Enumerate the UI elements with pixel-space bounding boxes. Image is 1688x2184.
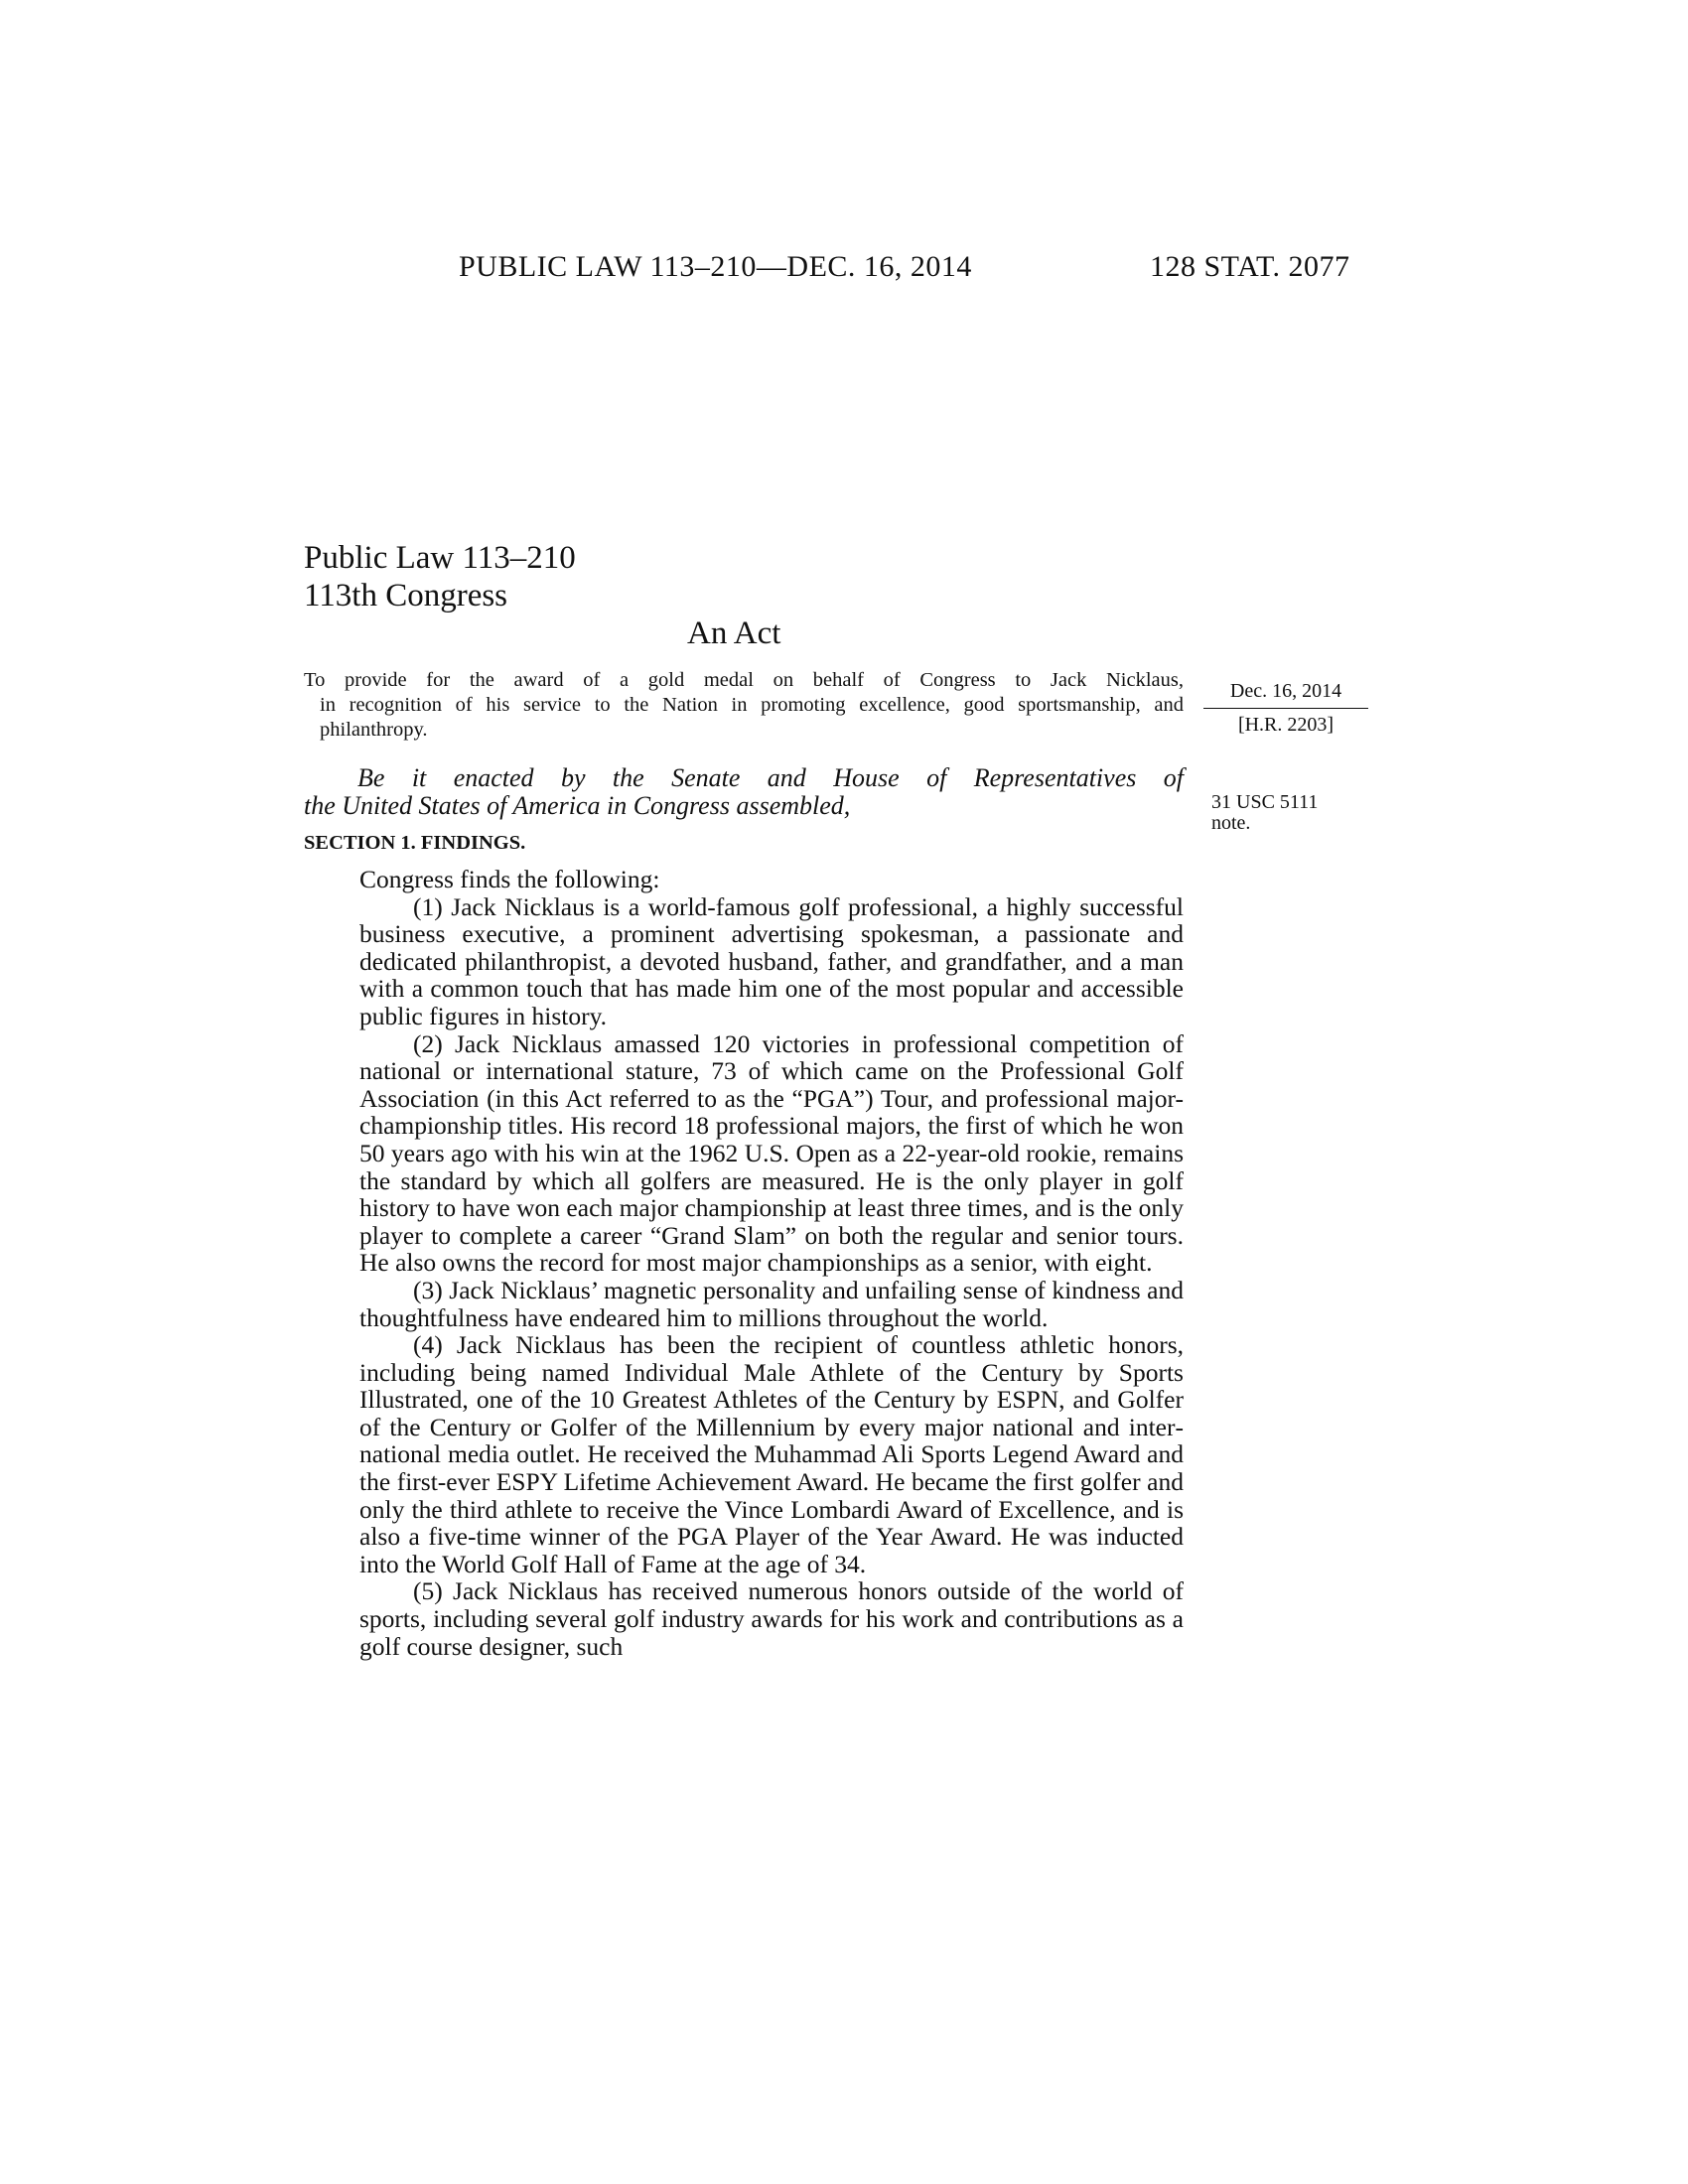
- public-law-number: Public Law 113–210: [304, 540, 576, 576]
- finding-2: (2) Jack Nicklaus amassed 120 victories in professional competition of national or international stature, 73 of which came on the Professional Golf Association (in this Act referred to as the “PGA”) Tour, and professional major-championship titles. His record 18 professional majors, the first of which he won 50 years ago with his win at the 1962 U.S. Open as a 22-year-old rookie, remains the standard by which all golfers are measured. He is the only player in golf history to have won each major championship at least three times, and is the only player to complete a career “Grand Slam” on both the regular and senior tours. He also owns the record for most major championships as a senior, with eight.: [359, 1028, 1184, 1278]
- section-heading: SECTION 1. FINDINGS.: [304, 832, 526, 854]
- usc-citation: 31 USC 5111: [1211, 791, 1319, 813]
- margin-note-bill-number: [H.R. 2203]: [1237, 714, 1335, 736]
- running-header-law: PUBLIC LAW 113–210—DEC. 16, 2014: [459, 250, 972, 283]
- findings-intro: Congress finds the following:: [359, 865, 660, 893]
- purpose-line-1: To provide for the award of a gold medal on behalf of Congress to Jack Nicklaus,: [304, 669, 1184, 691]
- act-title: An Act: [687, 615, 781, 651]
- enacting-clause-line-1: Be it enacted by the Senate and House of Representatives of: [357, 763, 1184, 792]
- act-purpose: [304, 668, 1184, 743]
- running-header-statute-page: 128 STAT. 2077: [1150, 250, 1350, 283]
- margin-note-date: Dec. 16, 2014: [1203, 680, 1368, 709]
- enacting-clause-line-2: the United States of America in Congress assembled,: [304, 791, 851, 820]
- finding-1: (1) Jack Nicklaus is a world-famous golf professional, a highly successful business executive, a prominent advertising spokesman, a passionate and dedicated philanthropist, a devoted husband, father, and grandfather, and a man with a common touch that has made him one of the most popular and accessible public figures in history.: [359, 891, 1184, 1030]
- enacting-clause: [304, 764, 1184, 820]
- section-body: [359, 866, 1184, 1660]
- finding-4: (4) Jack Nicklaus has been the recipient of countless athletic honors, including being named Individual Male Athlete of the Century by Sports Illustrated, one of the 10 Greatest Athletes of the Century by ESPN, and Golfer of the Century or Golfer of the Millennium by every major national and international media outlet. He received the Muhammad Ali Sports Legend Award and the first-ever ESPY Lifetime Achievement Award. He became the first golfer and only the third athlete to receive the Vince Lombardi Award of Excellence, and is also a five-time winner of the PGA Player of the Year Award. He was inducted into the World Golf Hall of Fame at the age of 34.: [359, 1330, 1184, 1578]
- finding-5: (5) Jack Nicklaus has received numerous honors outside of the world of sports, including several golf industry awards for his work and contributions as a golf course designer, such: [359, 1576, 1184, 1661]
- finding-3: (3) Jack Nicklaus’ magnetic personality and unfailing sense of kindness and thoughtfulness have endeared him to millions throughout the world.: [359, 1275, 1184, 1332]
- margin-note-usc-citation: [1211, 792, 1360, 834]
- purpose-continuation: in recognition of his service to the Nation in promoting excellence, good sportsmanship, and philanthropy.: [320, 694, 1184, 741]
- congress-number: 113th Congress: [304, 578, 508, 614]
- usc-note: note.: [1211, 812, 1251, 834]
